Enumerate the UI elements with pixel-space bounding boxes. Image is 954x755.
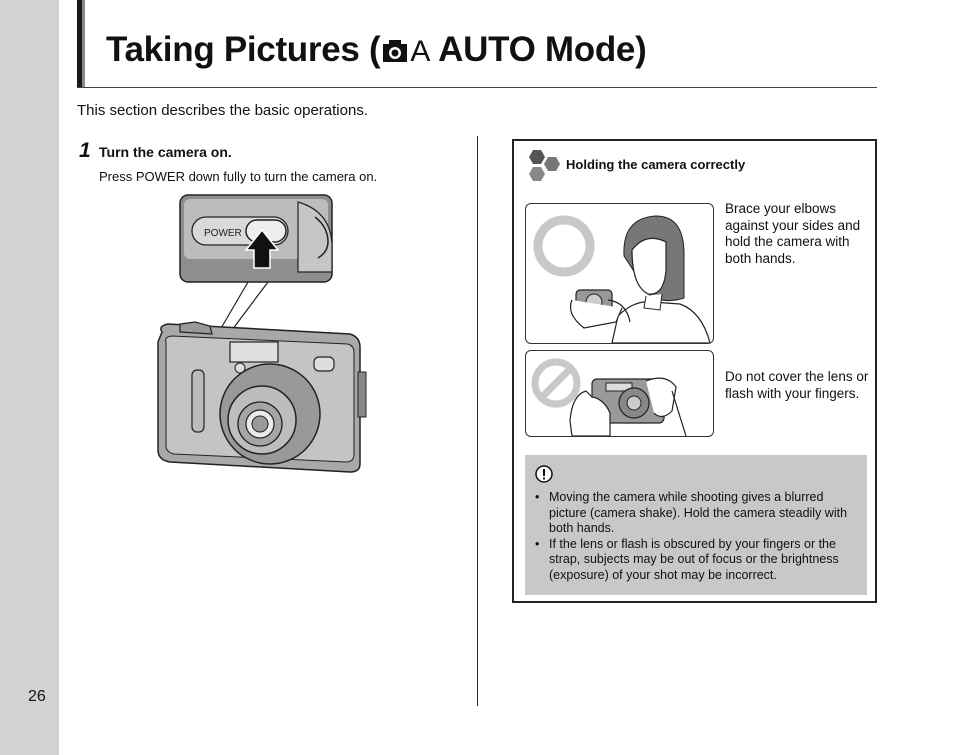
correct-circle-icon [538, 220, 590, 272]
page-title [106, 30, 646, 73]
power-button-inset [180, 195, 332, 282]
page-number: 26 [28, 688, 46, 705]
incorrect-hold-text: Do not cover the lens or flash with your fingers. [725, 369, 869, 401]
step-title: Turn the camera on. [99, 144, 232, 160]
correct-hold-illustration [525, 203, 714, 344]
column-divider [477, 136, 478, 706]
camera-icon [382, 33, 408, 73]
step-number: 1 [79, 139, 91, 162]
camera-illustration [150, 192, 370, 482]
camera-body [158, 322, 366, 472]
tip-heading: Holding the camera correctly [566, 157, 746, 172]
step-description: Press POWER down fully to turn the camera on. [99, 169, 378, 184]
title-accent-bar-inner [82, 0, 85, 88]
side-margin-strip [0, 0, 59, 755]
caution-item: • Moving the camera while shooting gives a blurred picture (camera shake). Hold the camera steadily with both hands. [535, 490, 860, 537]
exclamation-icon [535, 465, 553, 488]
page-title-prefix: Taking Pictures ( [106, 30, 381, 69]
incorrect-hold-illustration [525, 350, 714, 437]
hexagon-icon [524, 149, 560, 188]
page-title-mode-letter: A [410, 35, 431, 68]
correct-hold-text: Brace your elbows against your sides and hold the camera with both hands. [725, 201, 861, 266]
page-title-suffix: AUTO Mode) [430, 30, 647, 69]
caution-item: • If the lens or flash is obscured by your fingers or the strap, subjects may be out of focus or the brightness (exposure) of your shot may be incorrect. [535, 537, 860, 584]
tip-box [512, 139, 877, 603]
title-underline [77, 87, 877, 88]
caution-list [535, 490, 860, 583]
caution-box [525, 455, 867, 595]
power-label: POWER [204, 228, 242, 239]
intro-text: This section describes the basic operations. [77, 102, 368, 119]
